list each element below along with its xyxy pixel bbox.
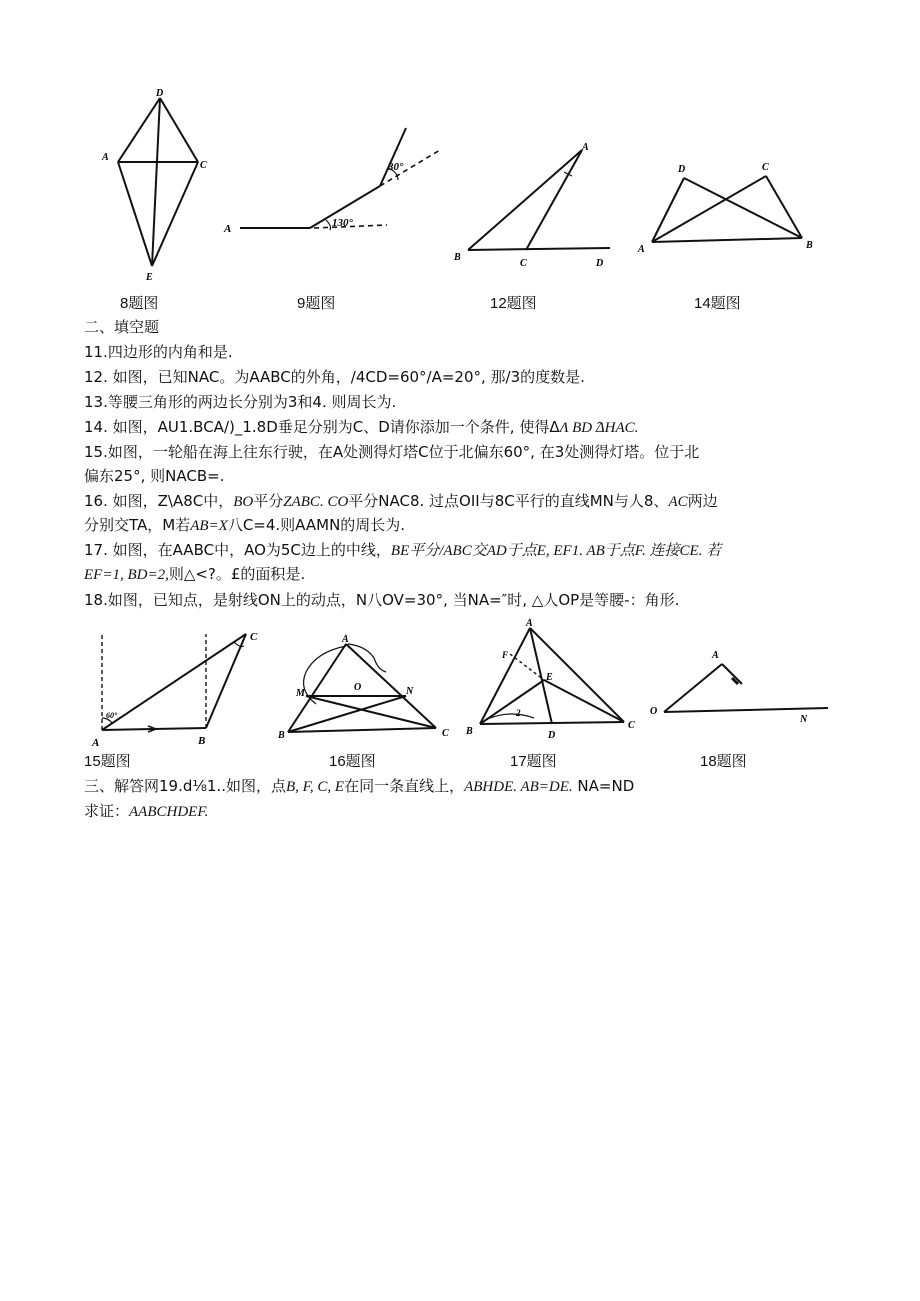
point-D: D <box>548 730 556 741</box>
question-14: 14. 如图，AU1.BCA/)_1.8D垂足分别为C、D请你添加一个条件, 使得ΔΛ BD ̂ΔHAC. <box>84 418 639 436</box>
section2-heading: 二、填空题 <box>84 318 160 336</box>
point-O: O <box>650 706 658 717</box>
point-D: D <box>156 88 164 99</box>
segment-mark: 2 <box>516 708 521 718</box>
question-17: 17. 如图，在AABC中，AO为5C边上的中线，BE平分/ABC交AD于点E, EF1. AB于点F. 连接CE. 若 <box>84 541 722 559</box>
figure-15 <box>88 626 268 751</box>
point-A: A <box>92 737 100 749</box>
caption-fig18: 18题图 <box>700 753 747 770</box>
question-15: 15.如图，一轮船在海上往东行驶，在A处测得灯塔C位于北偏东60°, 在3处测得灯塔。位于北 <box>84 443 700 461</box>
point-N: N <box>800 714 808 725</box>
caption-fig14: 14题图 <box>694 295 741 312</box>
angle-label: 60° <box>106 711 118 720</box>
point-B: B <box>278 730 285 741</box>
point-E: E <box>146 272 153 283</box>
point-E: E <box>546 672 553 683</box>
point-M: M <box>296 688 305 699</box>
point-N: N <box>406 686 414 697</box>
question-number: 17 <box>84 541 104 559</box>
point-B: B <box>466 726 473 737</box>
caption-fig9: 9题图 <box>297 295 336 312</box>
point-D: D <box>596 258 604 269</box>
point-D: D <box>678 164 686 175</box>
caption-fig16: 16题图 <box>329 753 376 770</box>
figure-9 <box>222 120 452 270</box>
angle-label-1: 30° <box>388 161 404 173</box>
figure-12 <box>452 140 617 270</box>
caption-fig15: 15题图 <box>84 753 131 770</box>
point-C: C <box>762 162 769 173</box>
figure-16 <box>276 632 456 744</box>
point-A: A <box>224 223 232 235</box>
caption-fig12: 12题图 <box>490 295 537 312</box>
question-number: 18 <box>84 591 104 609</box>
point-A: A <box>712 650 719 661</box>
question-17-cont: EF=1, BD=2,则△<?。£的面积是. <box>84 565 306 583</box>
point-A: A <box>582 142 589 153</box>
question-number: 16 <box>84 492 104 510</box>
point-A: A <box>526 618 533 629</box>
point-A: A <box>342 634 349 645</box>
caption-fig17: 17题图 <box>510 753 557 770</box>
figure-18 <box>646 640 836 730</box>
question-number: 11 <box>84 343 104 361</box>
question-13: 13.等腰三角形的两边长分别为3和4. 则周长为. <box>84 393 397 411</box>
question-number: 13 <box>84 393 104 411</box>
point-B: B <box>806 240 813 251</box>
point-A: A <box>102 152 109 163</box>
point-B: B <box>198 735 206 747</box>
point-C: C <box>250 631 258 643</box>
question-16: 16. 如图，Z\A8C中，BO平分ZABC. CO平分NAC8. 过点OII与8C平行的直线MN与人8、AC两边 <box>84 492 718 510</box>
point-C: C <box>442 728 449 739</box>
question-11: 11.四边形的内角和是. <box>84 343 233 361</box>
question-number: 15 <box>84 443 104 461</box>
figure-17 <box>464 614 644 744</box>
point-F: F <box>502 650 509 660</box>
question-16-cont: 分别交TA，M若AB=X八C=4.则AAMN的周长为. <box>84 516 406 534</box>
question-15-cont: 偏东25°, 则NACB=. <box>84 467 225 485</box>
question-number: 12 <box>84 368 104 386</box>
section3-heading: 三、解答网19.d⅛1..如图，点B, F, C, E在同一条直线上，ABHDE. AB=DE. NA=ND <box>84 777 635 795</box>
caption-fig8: 8题图 <box>120 295 159 312</box>
point-C: C <box>200 160 207 171</box>
point-B: B <box>454 252 461 263</box>
point-A: A <box>638 244 645 255</box>
angle-label-2: 130° <box>332 217 353 229</box>
figure-14 <box>636 156 821 256</box>
point-O: O <box>354 682 362 693</box>
point-C: C <box>520 258 527 269</box>
question-18: 18.如图，已知点，是射线ON上的动点，N八OV=30°, 当NA=″时, △人OP是等腰-：角形. <box>84 591 680 609</box>
figure-8 <box>96 86 221 286</box>
prove-statement: 求证：AABCHDEF. <box>84 802 209 820</box>
question-number: 14 <box>84 418 104 436</box>
point-C: C <box>628 720 635 731</box>
question-12: 12. 如图，已知NAC。为AABC的外角，/4CD=60°/A=20°, 那/3的度数是. <box>84 368 585 386</box>
